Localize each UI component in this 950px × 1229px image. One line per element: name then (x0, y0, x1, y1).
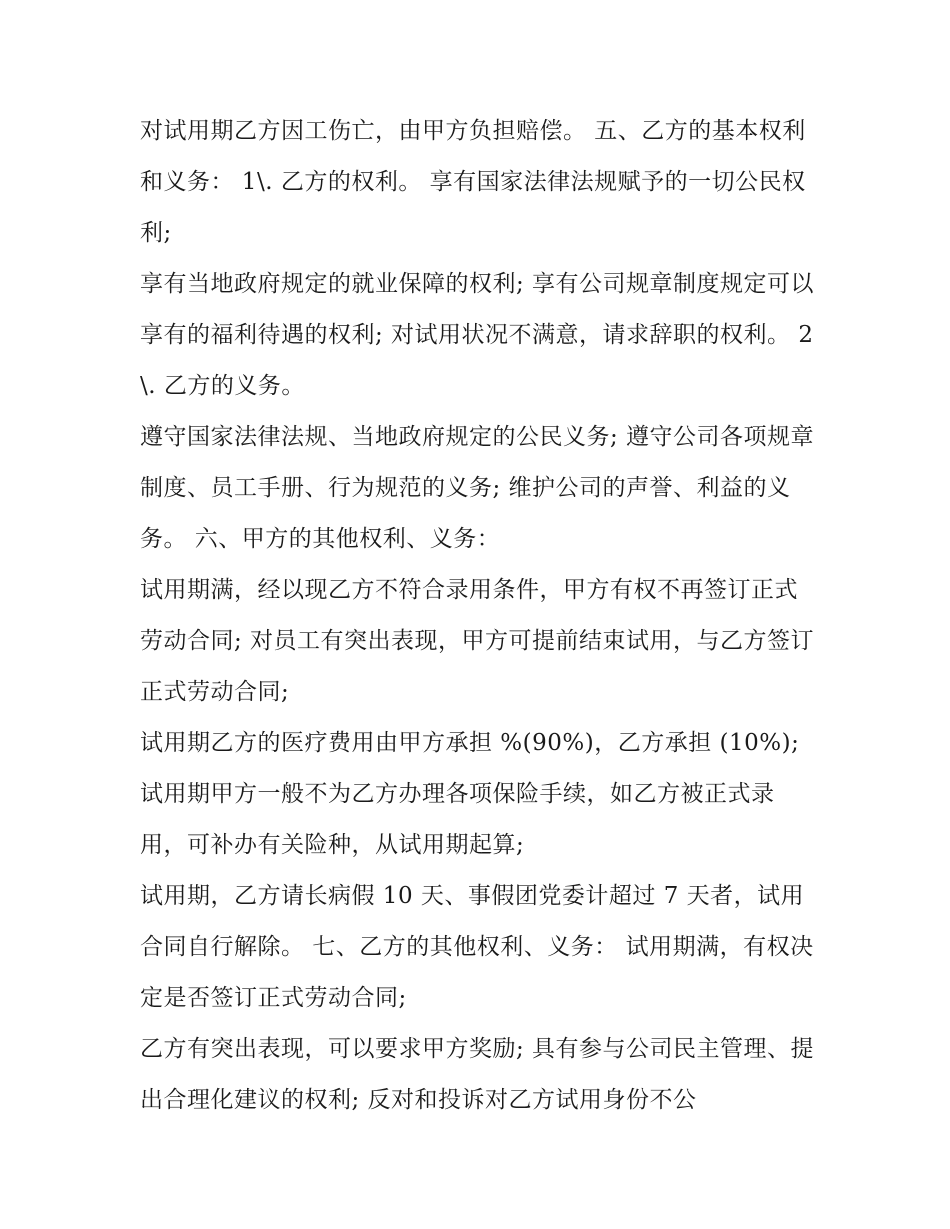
paragraph-medical-insurance: 试用期乙方的医疗费用由甲方承担 %(90%)，乙方承担 (10%); 试用期甲方一般不为乙方办理各项保险手续，如乙方被正式录用，可补办有关险种，从试用期起算; (140, 730, 800, 858)
paragraph-employee-obligations: 遵守国家法律法规、当地政府规定的公民义务; 遵守公司各项规章制度、员工手册、行为规范的义务; 维护公司的声誉、利益的义务。 六、甲方的其他权利、义务： (140, 424, 815, 552)
paragraph-employment-benefits: 享有当地政府规定的就业保障的权利; 享有公司规章制度规定可以享有的福利待遇的权利; 对试用状况不满意，请求辞职的权利。 2\. 乙方的义务。 (140, 271, 815, 399)
document-body (140, 106, 820, 1126)
paragraph-employer-rights: 试用期满，经以现乙方不符合录用条件，甲方有权不再签订正式劳动合同; 对员工有突出表现，甲方可提前结束试用，与乙方签订正式劳动合同; (140, 577, 815, 705)
paragraph-leave-termination: 试用期，乙方请长病假 10 天、事假团党委计超过 7 天者，试用合同自行解除。 七、乙方的其他权利、义务： 试用期满，有权决定是否签订正式劳动合同; (140, 883, 814, 1011)
paragraph-rewards-participation: 乙方有突出表现，可以要求甲方奖励; 具有参与公司民主管理、提出合理化建议的权利; 反对和投诉对乙方试用身份不公 (140, 1036, 815, 1113)
paragraph-employee-rights: 对试用期乙方因工伤亡，由甲方负担赔偿。 五、乙方的基本权利和义务： 1\. 乙方的权利。 享有国家法律法规赋予的一切公民权利; (140, 118, 806, 246)
